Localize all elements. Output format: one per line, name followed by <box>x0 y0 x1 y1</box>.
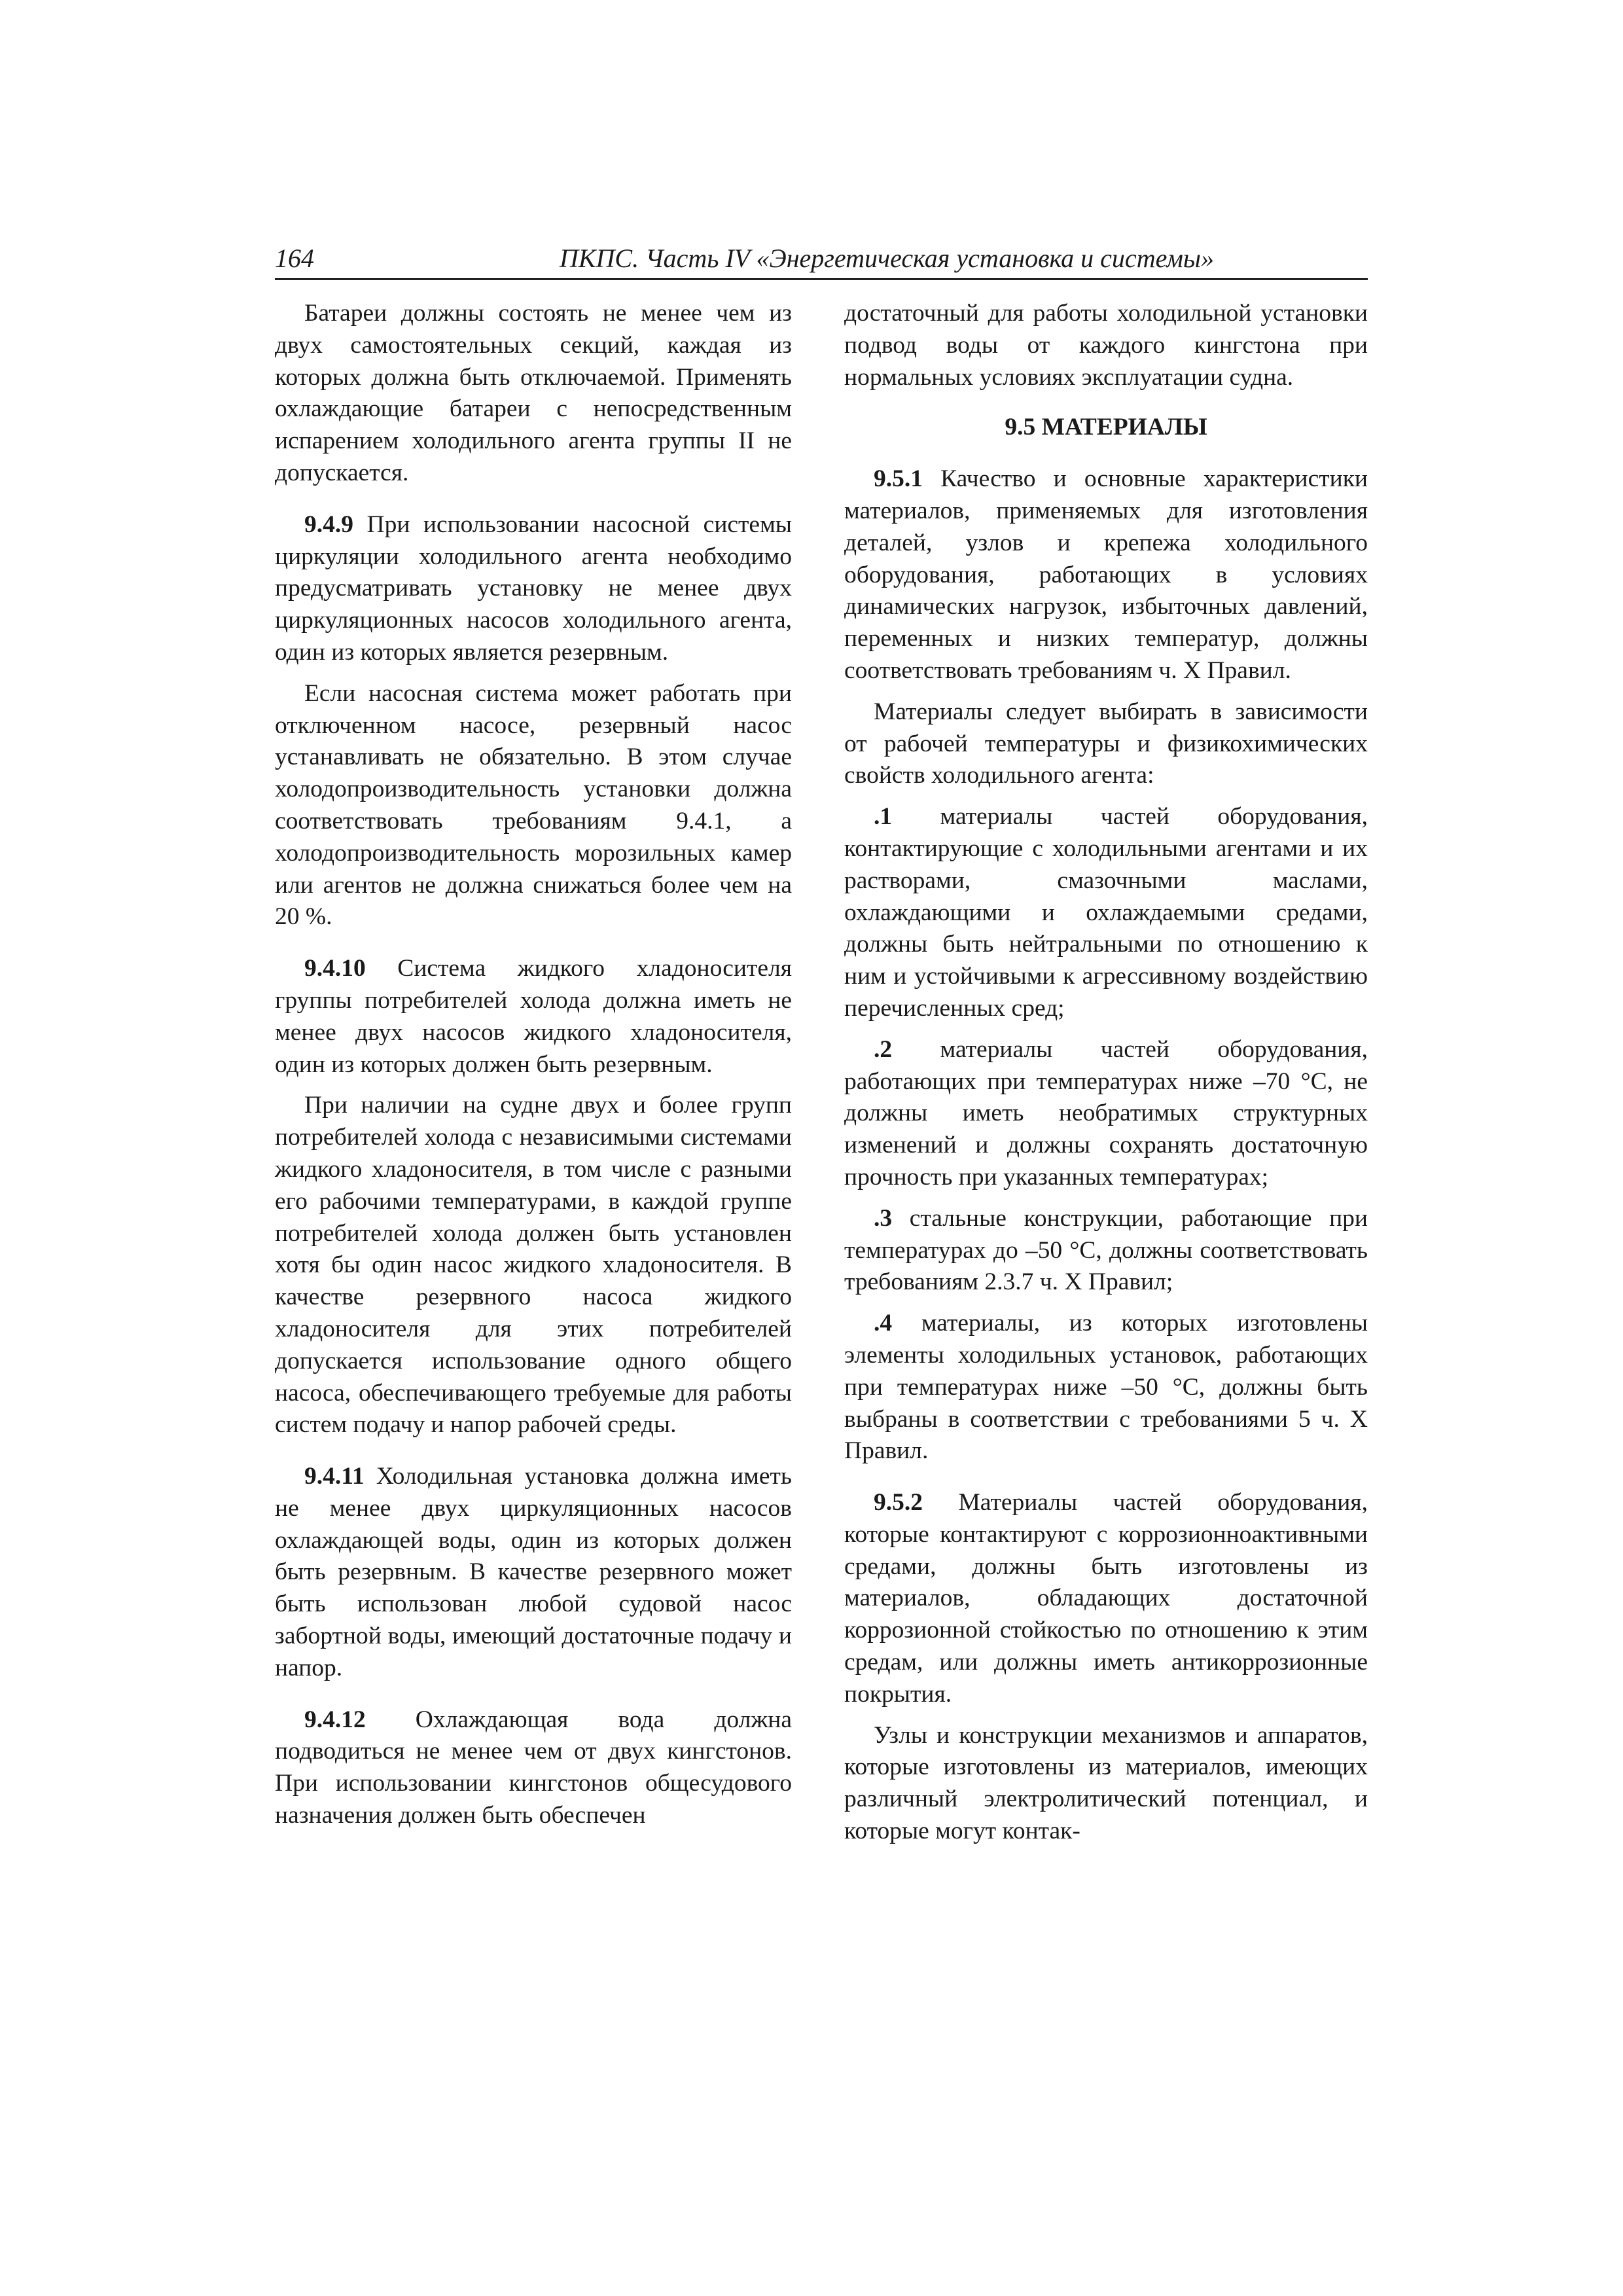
clause-text: Качество и основные характеристики материалов, применяемых для изготовления деталей, узлов и крепежа холодильного оборудования, работающих в условиях динамических нагрузок, избыточных давлений, переменных и низких температур, должны соответствовать требованиям ч. X Правил. <box>844 465 1368 684</box>
right-column <box>844 298 1368 1848</box>
page-header <box>275 239 1368 280</box>
item-text: стальные конструкции, работающие при температурах до –50 °С, должны соответствовать требованиям 2.3.7 ч. X Правил; <box>844 1204 1368 1296</box>
clause-9-5-2 <box>844 1487 1368 1711</box>
item-number: .1 <box>874 803 893 831</box>
page-number: 164 <box>275 243 314 273</box>
paragraph: При наличии на судне двух и более групп потребителей холода с независимыми системами жидкого хладоносителя, в том числе с разными его рабочими температурами, в каждой группе потребителей холода должен быть установлен хотя бы один насос жидкого хладоносителя. В качестве резервного насоса жидкого хладоносителя для этих потребителей допускается использование одного общего насоса, обеспечивающего требуемые для работы систем подачу и напор рабочей среды. <box>275 1092 792 1439</box>
item-number: .3 <box>874 1204 893 1232</box>
clause-text: Материалы частей оборудования, которые контактируют с коррозионноактивными средами, должны быть изготовлены из материалов, обладающих достаточной коррозионной стойкостью по отношению к этим средам, или должны иметь антикоррозионные покрытия. <box>844 1489 1368 1708</box>
item-number: .2 <box>874 1035 893 1063</box>
clause-number: 9.4.12 <box>304 1706 366 1733</box>
paragraph: Узлы и конструкции механизмов и аппаратов, которые изготовлены из материалов, имеющих различный электролитический потенциал, и которые могут контак- <box>844 1721 1368 1845</box>
clause-number: 9.4.11 <box>304 1463 365 1490</box>
paragraph: Материалы следует выбирать в зависимости от рабочей температуры и физикохимических свойств холодильного агента: <box>844 698 1368 789</box>
paragraph: Если насосная система может работать при отключенном насосе, резервный насос устанавливать не обязательно. В этом случае холодопроизводительность установки должна соответствовать требованиям 9.4.1, а холодопроизводительность морозильных камер или агентов не должна снижаться более чем на 20 %. <box>275 679 792 931</box>
clause-9-4-12 <box>275 1704 792 1832</box>
running-title: ПКПС. Часть IV «Энергетическая установка и системы» <box>560 243 1214 273</box>
item-text: материалы частей оборудования, контактирующие с холодильными агентами и их растворами, смазочными маслами, охлаждающими и охлаждаемыми средами, должны быть нейтральными по отношению к ним и устойчивыми к агрессивному воздействию перечисленных сред; <box>844 803 1368 1022</box>
list-item <box>844 1308 1368 1467</box>
item-number: .4 <box>874 1310 893 1337</box>
item-text: материалы, из которых изготовлены элементы холодильных установок, работающих при температурах ниже –50 °С, должны быть выбраны в соответствии с требованиями 5 ч. X Правил. <box>844 1310 1368 1465</box>
clause-9-5-1 <box>844 463 1368 687</box>
clause-number: 9.5.1 <box>874 465 923 493</box>
clause-9-4-11 <box>275 1461 792 1685</box>
paragraph-continued: достаточный для работы холодильной установки подвод воды от каждого кингстона при нормальных условиях эксплуатации судна. <box>844 300 1368 391</box>
clause-number: 9.5.2 <box>874 1489 923 1516</box>
list-item <box>844 1034 1368 1194</box>
left-column <box>275 298 792 1832</box>
clause-9-4-9 <box>275 509 792 669</box>
clause-text: При использовании насосной системы циркуляции холодильного агента необходимо предусматривать установку не менее двух циркуляционных насосов холодильного агента, один из которых является резервным. <box>275 511 792 666</box>
list-item <box>844 801 1368 1025</box>
clause-text: Холодильная установка должна иметь не менее двух циркуляционных насосов охлаждающей воды, один из которых должен быть резервным. В качестве резервного может быть использован любой судовой насос забортной воды, имеющий достаточные подачу и напор. <box>275 1463 792 1681</box>
clause-9-4-10 <box>275 953 792 1081</box>
clause-number: 9.4.10 <box>304 955 366 982</box>
clause-text: Охлаждающая вода должна подводиться не менее чем от двух кингстонов. При использовании кингстонов общесудового назначения должен быть обеспечен <box>275 1706 792 1829</box>
paragraph-continued: Батареи должны состоять не менее чем из двух самостоятельных секций, каждая из которых должна быть отключаемой. Применять охлаждающие батареи с непосредственным испарением холодильного агента группы II не допускается. <box>275 300 792 486</box>
clause-number: 9.4.9 <box>304 511 353 538</box>
item-text: материалы частей оборудования, работающих при температурах ниже –70 °С, не должны иметь необратимых структурных изменений и должны сохранять достаточную прочность при указанных температурах; <box>844 1035 1368 1191</box>
clause-text: Система жидкого хладоносителя группы потребителей холода должна иметь не менее двух насосов жидкого хладоносителя, один из которых должен быть резервным. <box>275 955 792 1078</box>
list-item <box>844 1203 1368 1299</box>
section-heading: 9.5 МАТЕРИАЛЫ <box>1005 414 1207 441</box>
